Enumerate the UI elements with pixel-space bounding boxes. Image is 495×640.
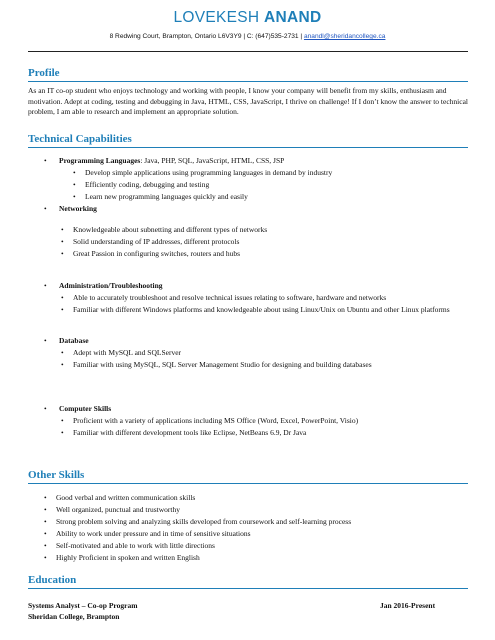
section-title-other-skills: Other Skills bbox=[28, 469, 85, 481]
email-link[interactable]: anandl@sheridancollege.ca bbox=[303, 33, 386, 40]
list-item: Self-motivated and able to work with little directions bbox=[56, 541, 215, 550]
candidate-name bbox=[0, 9, 495, 27]
section-rule-technical bbox=[28, 147, 468, 148]
bullet-icon: • bbox=[73, 192, 76, 201]
list-item: Good verbal and written communication skills bbox=[56, 493, 196, 502]
list-item: Efficiently coding, debugging and testing bbox=[85, 180, 210, 189]
list-item: Adept with MySQL and SQLServer bbox=[73, 348, 182, 357]
education-dates: Jan 2016-Present bbox=[380, 601, 436, 610]
bullet-icon: • bbox=[44, 336, 47, 345]
section-rule-education bbox=[28, 588, 468, 589]
contact-line bbox=[0, 33, 495, 40]
profile-text: As an IT co-op student who enjoys technology and working with people, I know your company will benefit from my skills, enthusiasm and motivation. Adept at coding, testing and debugging in Java, HTML, CSS, JavaScript, I thrive on challenge! If I don’t know the answer to technical problem, I am able to research and implement an appropriate solution. bbox=[28, 86, 468, 116]
bullet-icon: • bbox=[44, 156, 47, 165]
last-name: ANAND bbox=[264, 9, 322, 26]
section-title-technical: Technical Capabilities bbox=[28, 133, 132, 145]
bullet-icon: • bbox=[61, 348, 64, 357]
education-school: Sheridan College, Brampton bbox=[28, 612, 120, 621]
bullet-icon: • bbox=[44, 493, 47, 502]
section-title-profile: Profile bbox=[28, 67, 60, 79]
database-label: Database bbox=[59, 336, 89, 345]
bullet-icon: • bbox=[61, 225, 64, 234]
bullet-icon: • bbox=[61, 428, 64, 437]
education-role: Systems Analyst – Co-op Program bbox=[28, 601, 138, 610]
bullet-icon: • bbox=[44, 404, 47, 413]
list-item: Proficient with a variety of applications including MS Office (Word, Excel, PowerPoint, Visio) bbox=[73, 416, 359, 425]
bullet-icon: • bbox=[44, 553, 47, 562]
first-name: LOVEKESH bbox=[173, 9, 260, 26]
programming-heading bbox=[59, 156, 284, 166]
section-title-education: Education bbox=[28, 574, 77, 586]
bullet-icon: • bbox=[61, 305, 64, 314]
list-item: Great Passion in configuring switches, routers and hubs bbox=[73, 249, 241, 258]
bullet-icon: • bbox=[61, 416, 64, 425]
programming-languages: : Java, PHP, SQL, JavaScript, HTML, CSS, JSP bbox=[140, 156, 285, 165]
list-item: Familiar with different Windows platforms and knowledgeable about using Linux/Unix on Ubuntu and other Linux platforms bbox=[73, 305, 450, 314]
list-item: Able to accurately troubleshoot and resolve technical issues relating to software, hardware and networks bbox=[73, 293, 387, 302]
bullet-icon: • bbox=[44, 505, 47, 514]
section-rule-other-skills bbox=[28, 483, 468, 484]
list-item: Well organized, punctual and trustworthy bbox=[56, 505, 181, 514]
list-item: Knowledgeable about subnetting and different types of networks bbox=[73, 225, 268, 234]
bullet-icon: • bbox=[44, 517, 47, 526]
bullet-icon: • bbox=[61, 249, 64, 258]
list-item: Strong problem solving and analyzing skills developed from coursework and self-learning process bbox=[56, 517, 352, 526]
administration-label: Administration/Troubleshooting bbox=[59, 281, 163, 290]
bullet-icon: • bbox=[44, 281, 47, 290]
networking-label: Networking bbox=[59, 204, 97, 213]
bullet-icon: • bbox=[44, 541, 47, 550]
bullet-icon: • bbox=[61, 237, 64, 246]
list-item: Highly Proficient in spoken and written English bbox=[56, 553, 200, 562]
bullet-icon: • bbox=[73, 180, 76, 189]
list-item: Familiar with using MySQL, SQL Server Management Studio for designing and building databases bbox=[73, 360, 372, 369]
list-item: Solid understanding of IP addresses, different protocols bbox=[73, 237, 240, 246]
section-rule-profile bbox=[28, 81, 468, 82]
bullet-icon: • bbox=[73, 168, 76, 177]
bullet-icon: • bbox=[44, 529, 47, 538]
list-item: Develop simple applications using programming languages in demand by industry bbox=[85, 168, 333, 177]
bullet-icon: • bbox=[61, 360, 64, 369]
programming-label: Programming Languages bbox=[59, 156, 141, 165]
contact-text: 8 Redwing Court, Brampton, Ontario L6V3Y9 | C: (647)535-2731 | bbox=[109, 33, 304, 40]
computer-skills-label: Computer Skills bbox=[59, 404, 112, 413]
list-item: Learn new programming languages quickly and easily bbox=[85, 192, 248, 201]
bullet-icon: • bbox=[44, 204, 47, 213]
header-divider bbox=[28, 51, 468, 52]
bullet-icon: • bbox=[61, 293, 64, 302]
list-item: Ability to work under pressure and in time of sensitive situations bbox=[56, 529, 251, 538]
list-item: Familiar with different development tools like Eclipse, NetBeans 6.9, Dr Java bbox=[73, 428, 307, 437]
